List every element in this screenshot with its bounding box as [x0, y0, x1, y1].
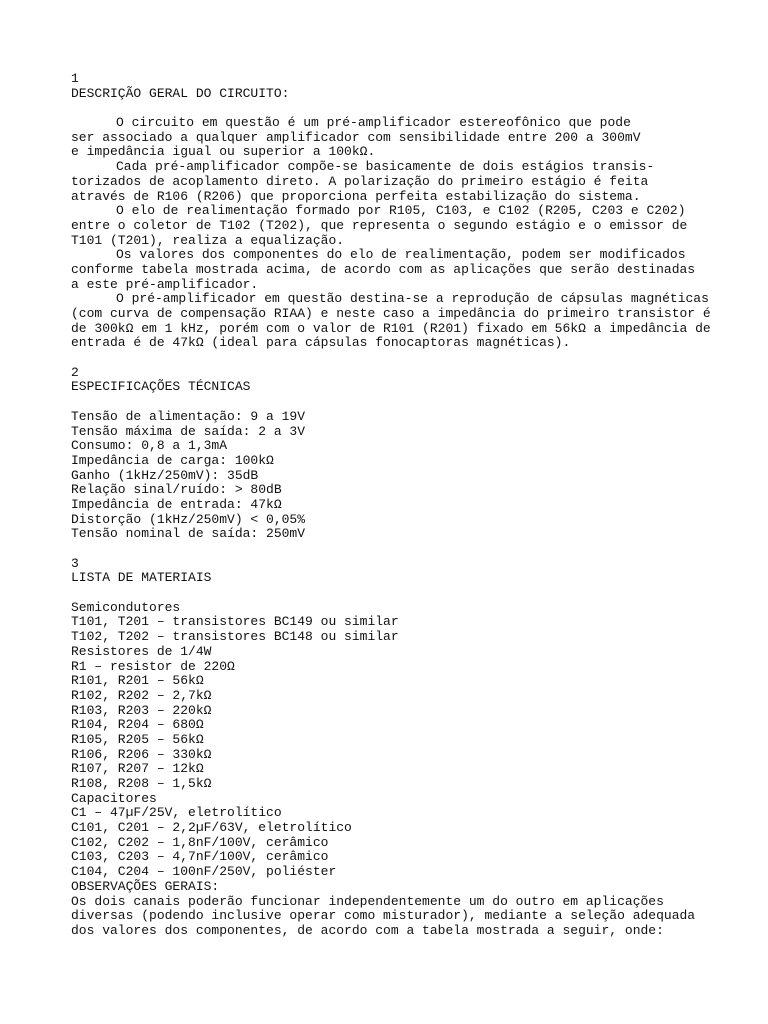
material-line: R1 – resistor de 220Ω: [71, 658, 235, 674]
materials-list: [71, 601, 711, 939]
spec-line: Distorção (1kHz/250mV) < 0,05%: [71, 511, 306, 527]
section-3-heading: LISTA DE MATERIAIS: [71, 570, 212, 586]
paragraph-line: Os valores dos componentes do elo de realimentação, podem ser modificados: [116, 247, 686, 263]
paragraph-line: de 300kΩ em 1 kHz, porém com o valor de R101 (R201) fixado em 56kΩ a impedância de: [71, 320, 711, 336]
material-line: dos valores dos componentes, de acordo com a tabela mostrada a seguir, onde:: [71, 922, 664, 938]
material-line: R102, R202 – 2,7kΩ: [71, 687, 212, 703]
specs-list: [71, 410, 711, 542]
paragraph-line: ser associado a qualquer amplificador com sensibilidade entre 200 a 300mV: [71, 129, 641, 145]
section-2-heading: ESPECIFICAÇÕES TÉCNICAS: [71, 379, 251, 395]
spec-line: Tensão de alimentação: 9 a 19V: [71, 408, 306, 424]
material-line: R104, R204 – 680Ω: [71, 717, 204, 733]
material-line: T101, T201 – transistores BC149 ou similar: [71, 614, 399, 630]
document-page: [71, 72, 711, 939]
paragraph-line: O circuito em questão é um pré-amplificador estereofônico que pode: [116, 115, 631, 131]
material-line: Capacitores: [71, 790, 157, 806]
paragraph-line: entrada é de 47kΩ (ideal para cápsulas fonocaptoras magnéticas).: [71, 335, 571, 351]
material-line: T102, T202 – transistores BC148 ou similar: [71, 629, 399, 645]
spacer: [71, 101, 711, 116]
material-line: R108, R208 – 1,5kΩ: [71, 776, 212, 791]
paragraph-line: torizados de acoplamento direto. A polarização do primeiro estágio é feita: [71, 173, 649, 189]
material-line: C104, C204 – 100nF/250V, poliéster: [71, 864, 337, 880]
material-line: diversas (podendo inclusive operar como misturador), mediante a seleção adequada: [71, 908, 696, 924]
section-1-body: [71, 116, 711, 351]
spec-line: Relação sinal/ruído: > 80dB: [71, 482, 282, 498]
section-3-number: 3: [71, 555, 79, 571]
paragraph-line: (com curva de compensação RIAA) e neste caso a impedância do primeiro transistor é: [71, 306, 711, 321]
spec-line: Impedância de entrada: 47kΩ: [71, 496, 282, 512]
section-1-number: 1: [71, 71, 79, 86]
material-line: OBSERVAÇÕES GERAIS:: [71, 878, 220, 894]
paragraph-line: através de R106 (R206) que proporciona perfeita estabilização do sistema.: [71, 188, 641, 204]
spec-line: Ganho (1kHz/250mV): 35dB: [71, 467, 259, 483]
material-line: C102, C202 – 1,8nF/100V, cerâmico: [71, 834, 329, 850]
section-2-number: 2: [71, 364, 79, 380]
material-line: Resistores de 1/4W: [71, 643, 212, 659]
spacer: [71, 395, 711, 410]
material-line: C101, C201 – 2,2µF/63V, eletrolítico: [71, 820, 352, 836]
paragraph-line: O pré-amplificador em questão destina-se a reprodução de cápsulas magnéticas: [116, 291, 709, 307]
spec-line: Consumo: 0,8 a 1,3mA: [71, 438, 228, 454]
paragraph-line: Cada pré-amplificador compõe-se basicamente de dois estágios transis-: [116, 159, 655, 175]
spacer: [71, 542, 711, 557]
spec-line: Tensão máxima de saída: 2 a 3V: [71, 423, 306, 439]
paragraph-line: conforme tabela mostrada acima, de acordo com as aplicações que serão destinadas: [71, 261, 696, 277]
material-line: C103, C203 – 4,7nF/100V, cerâmico: [71, 849, 329, 865]
paragraph-line: entre o coletor de T102 (T202), que representa o segundo estágio e o emissor de: [71, 217, 688, 233]
material-line: R101, R201 – 56kΩ: [71, 673, 204, 689]
paragraph-line: O elo de realimentação formado por R105, C103, e C102 (R205, C203 e C202): [116, 203, 686, 219]
material-line: Semicondutores: [71, 599, 181, 615]
material-line: R107, R207 – 12kΩ: [71, 761, 204, 777]
spacer: [71, 351, 711, 366]
paragraph-line: a este pré-amplificador.: [71, 276, 259, 292]
paragraph-line: e impedância igual ou superior a 100kΩ.: [71, 144, 376, 160]
material-line: Os dois canais poderão funcionar independentemente um do outro em aplicações: [71, 893, 664, 909]
spec-line: Impedância de carga: 100kΩ: [71, 452, 274, 468]
spacer: [71, 586, 711, 601]
material-line: R106, R206 – 330kΩ: [71, 746, 212, 762]
section-1-heading: DESCRIÇÃO GERAL DO CIRCUITO:: [71, 85, 290, 101]
material-line: R105, R205 – 56kΩ: [71, 731, 204, 747]
spec-line: Tensão nominal de saída: 250mV: [71, 526, 306, 542]
material-line: C1 – 47µF/25V, eletrolítico: [71, 805, 282, 821]
paragraph-line: T101 (T201), realiza a equalização.: [71, 232, 345, 248]
material-line: R103, R203 – 220kΩ: [71, 702, 212, 718]
